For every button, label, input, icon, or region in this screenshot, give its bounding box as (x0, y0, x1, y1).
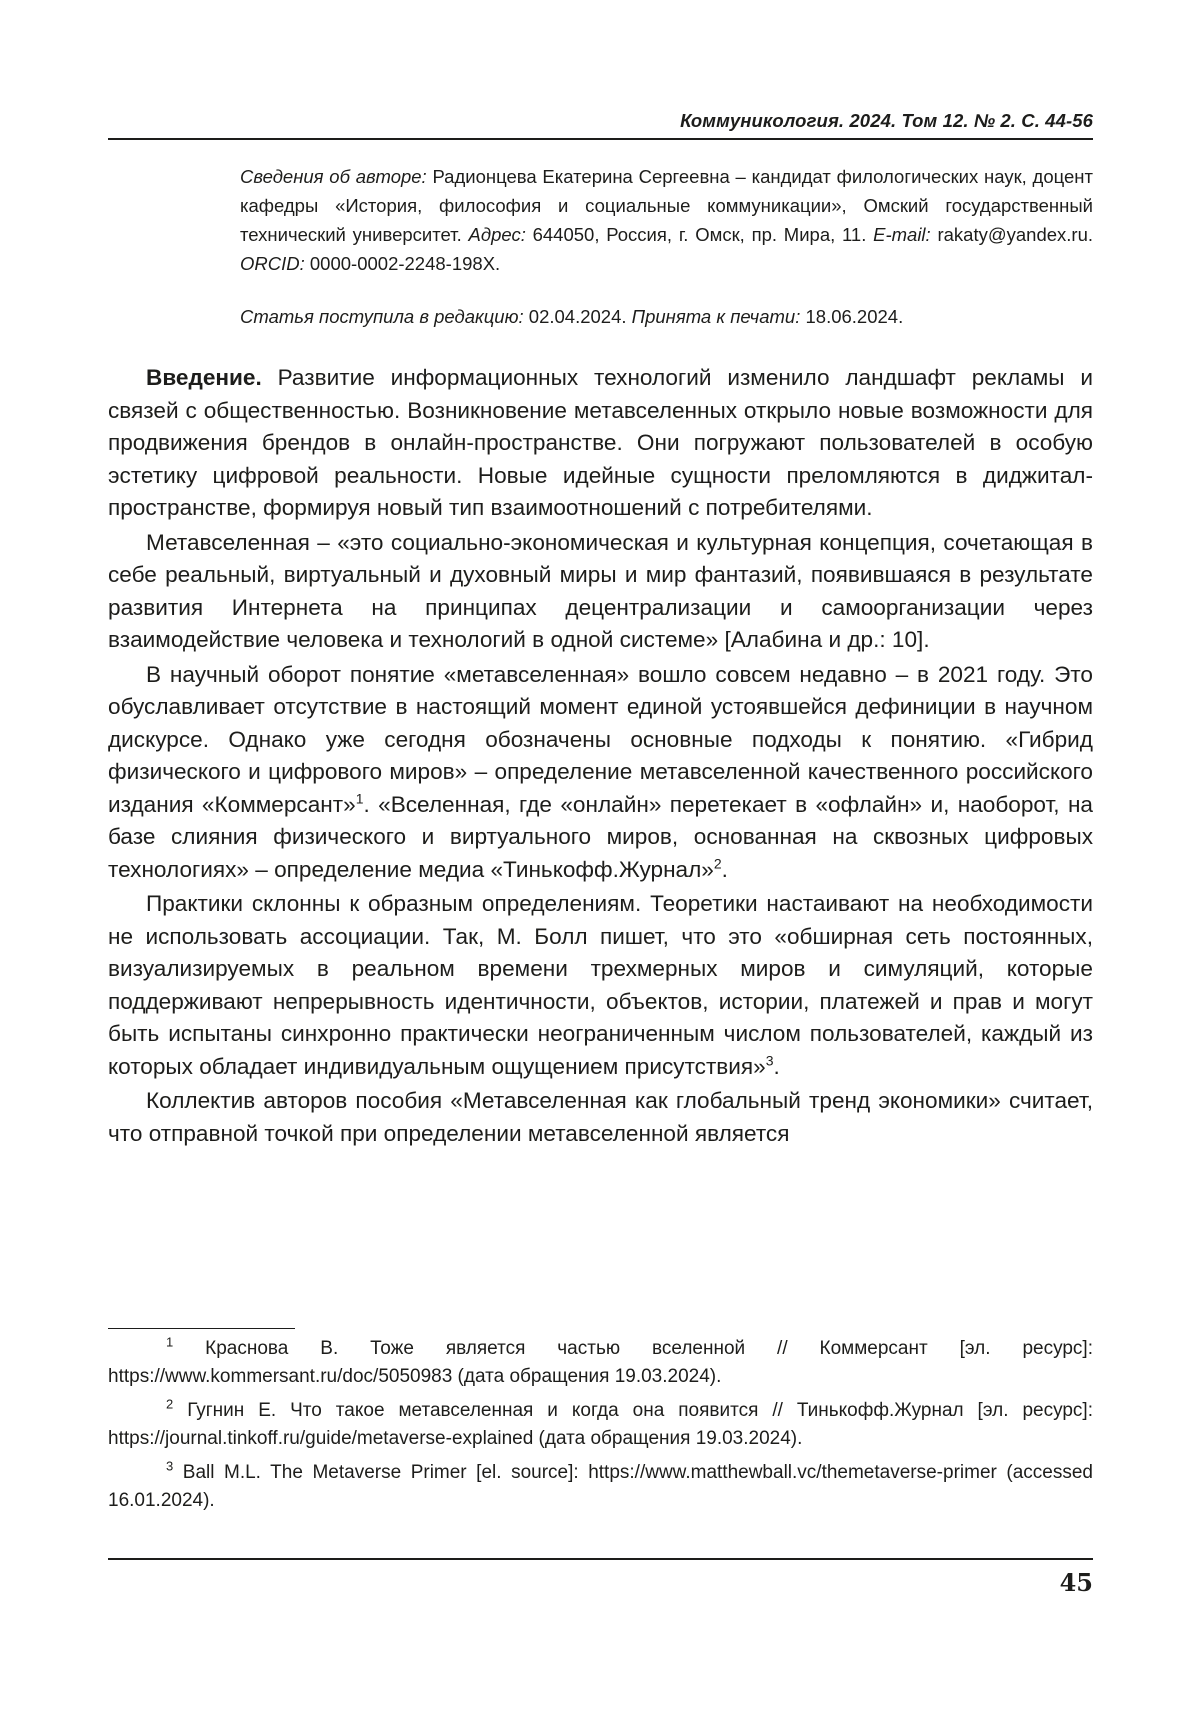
author-info-label: Сведения об авторе: (240, 166, 427, 187)
paragraph-definition: Метавселенная – «это социально-экономическая и культурная концепция, сочетающая в себе реальный, виртуальный и духовный миры и мир фантазий, появившаяся в результате развития Интернета на принципах децентрализации и самоорганизации через взаимодействие человека и технологий в одной системе» [Алабина и др.: 10]. (108, 529, 1093, 652)
paragraph-scientific-use (108, 659, 1093, 887)
received-date: 02.04.2024. (523, 306, 632, 327)
paragraph-text: . «Вселенная, где «онлайн» перетекает в «офлайн» и, наоборот, на базе слияния физического и виртуального миров, основанная на сквозных цифровых технологиях» – определение медиа «Тинькофф.Журнал» (108, 791, 1093, 882)
article-body (108, 362, 1093, 1152)
address-label: Адрес: (468, 224, 526, 245)
footnote-text: Ball M.L. The Metaverse Primer [el. source]: https://www.matthewball.vc/themetaverse-primer (accessed 16.01.2024). (108, 1462, 1093, 1511)
footnotes (108, 1335, 1093, 1521)
paragraph-text: . (773, 1053, 780, 1079)
author-name-text: Радионцева Екатерина Сергеевна – кандидат филологических наук, доцент кафедры «История, философия и социальные коммуникации», Омский государственный технический университет. (240, 166, 1093, 245)
article-dates (240, 302, 1093, 331)
footnote-ref-2[interactable]: 2 (713, 854, 722, 871)
email-text: rakaty@yandex.ru. (930, 224, 1093, 245)
orcid-label: ORCID: (240, 253, 305, 274)
accepted-date: 18.06.2024. (800, 306, 904, 327)
footnote-number: 1 (166, 1334, 174, 1350)
footnote-number: 3 (166, 1458, 174, 1474)
paragraph-text: Развитие информационных технологий изменило ландшафт рекламы и связей с общественностью. Возникновение метавселенных открыло новые возможности для продвижения брендов в онлайн-пространстве. Они погружают пользователей в особую эстетику цифровой реальности. Новые идейные сущности преломляются в диджитал-пространстве, формируя новый тип взаимоотношений с потребителями. (108, 365, 1093, 520)
accepted-label: Принята к печати: (631, 306, 801, 327)
page-number: 45 (1059, 1568, 1093, 1597)
footnote-2 (108, 1397, 1093, 1453)
received-label: Статья поступила в редакцию: (240, 306, 524, 327)
author-info (240, 162, 1093, 278)
paragraph-text: Практики склонны к образным определениям. Теоретики настаивают на необходимости не использовать ассоциации. Так, М. Болл пишет, что это «обширная сеть постоянных, визуализируемых в реальном времени трехмерных миров и симуляций, которые поддерживают непрерывность идентичности, объектов, истории, платежей и прав и могут быть испытаны синхронно практически неограниченным числом пользователей, каждый из которых обладает индивидуальным ощущением присутствия» (108, 891, 1093, 1079)
header-rule (108, 138, 1093, 140)
footnote-number: 2 (166, 1396, 174, 1412)
footnote-text: Гугнин Е. Что такое метавселенная и когда она появится // Тинькофф.Журнал [эл. ресурс]: https://journal.tinkoff.ru/guide/metaverse-explained (дата обращения 19.03.2024). (108, 1400, 1093, 1449)
paragraph-text: . (721, 856, 728, 882)
footer-rule (108, 1558, 1093, 1560)
footnote-text: Краснова В. Тоже является частью вселенной // Коммерсант [эл. ресурс]: https://www.kommersant.ru/doc/5050983 (дата обращения 19.03.2024). (108, 1338, 1093, 1387)
footnote-ref-1[interactable]: 1 (355, 789, 364, 806)
orcid-text: 0000-0002-2248-198X. (304, 253, 501, 274)
address-text: 644050, Россия, г. Омск, пр. Мира, 11. (525, 224, 874, 245)
paragraph-intro (108, 362, 1093, 525)
footnote-ref-3[interactable]: 3 (765, 1051, 774, 1068)
paragraph-collective: Коллектив авторов пособия «Метавселенная как глобальный тренд экономики» считает, что отправной точкой при определении метавселенной является (108, 1088, 1093, 1146)
paragraph-practices (108, 888, 1093, 1083)
footnote-1 (108, 1335, 1093, 1391)
footnote-3 (108, 1459, 1093, 1515)
email-label: E-mail: (873, 224, 931, 245)
paragraph-text: В научный оборот понятие «метавселенная» вошло совсем недавно – в 2021 году. Это обуславливает отсутствие в настоящий момент единой устоявшейся дефиниции в научном дискурсе. Однако уже сегодня обозначены основные подходы к понятию. «Гибрид физического и цифрового миров» – определение метавселенной качественного российского издания «Коммерсант» (108, 661, 1093, 817)
footnote-separator (108, 1328, 295, 1329)
running-head: Коммуникология. 2024. Том 12. № 2. С. 44-56 (680, 110, 1093, 131)
intro-heading: Введение. (146, 365, 262, 390)
